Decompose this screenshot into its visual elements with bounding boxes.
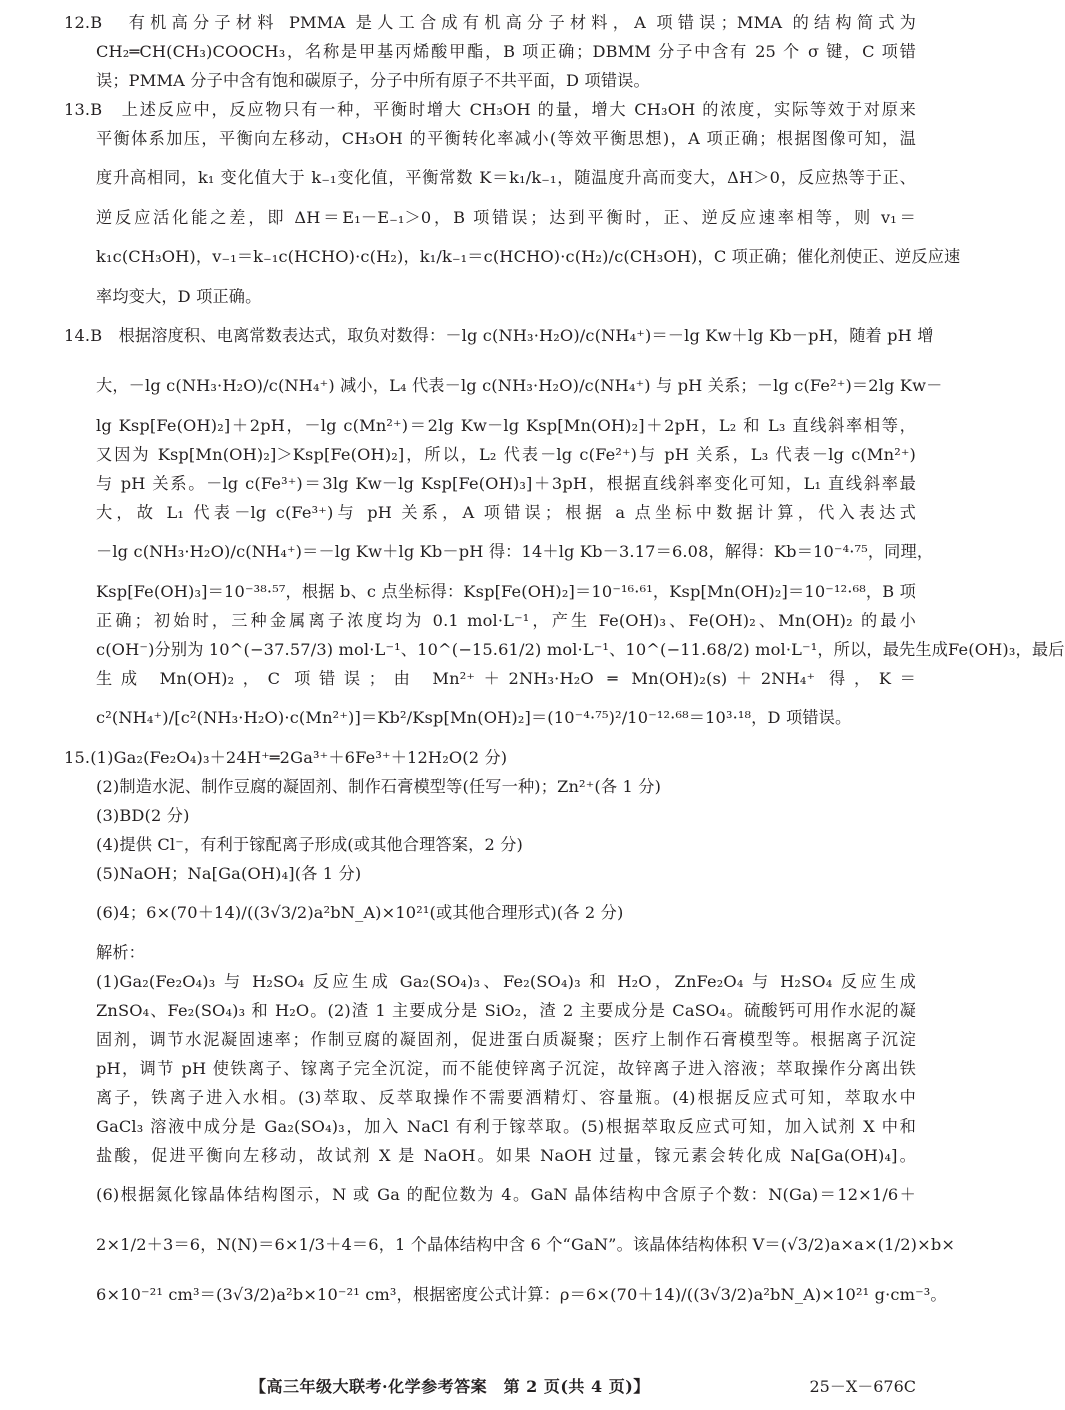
text-line: －lg c(NH₃·H₂O)/c(NH₄⁺)＝－lg Kw＋lg Kb－pH 得：14＋lg Kb－3.17＝6.08，解得：Kb＝10⁻⁴·⁷⁵，同理， — [96, 542, 934, 561]
text-line: (2)制造水泥、制作豆腐的凝固剂、制作石膏模型等(任写一种)；Zn²⁺(各 1 分) — [96, 777, 662, 796]
text-line: 大，故 L₁ 代表－lg c(Fe³⁺)与 pH 关系，A 项错误；根据 a 点坐标中数据计算，代入表达式 — [96, 503, 916, 522]
footer-title: 【高三年级大联考·化学参考答案 第 2 页(共 4 页)】 — [250, 1377, 650, 1396]
answer-page — [64, 8, 1065, 1320]
text-line: 逆反应活化能之差，即 ΔH＝E₁－E₋₁＞0，B 项错误；达到平衡时，正、逆反应速率相等，则 v₁＝ — [96, 208, 916, 227]
text-line: 2×1/2＋3＝6，N(N)＝6×1/3＋4＝6，1 个晶体结构中含 6 个“GaN”。该晶体结构体积 V＝(√3/2)a×a×(1/2)×b× — [96, 1235, 956, 1254]
text-line: c(OH⁻)分别为 10^(−37.57/3) mol·L⁻¹、10^(−15.61/2) mol·L⁻¹、10^(−11.68/2) mol·L⁻¹，所以，最先生成Fe(OH)₃，最后 — [96, 640, 1065, 659]
text-line: 生成 Mn(OH)₂，C 项错误；由 Mn²⁺＋2NH₃·H₂O ═ Mn(OH)₂(s)＋2NH₄⁺ 得，K＝ — [96, 669, 916, 688]
text-line: 离子，铁离子进入水相。(3)萃取、反萃取操作不需要酒精灯、容量瓶。(4)根据反应式可知，萃取水中 — [96, 1088, 916, 1107]
analysis-heading: 解析： — [96, 943, 146, 962]
text-line: 大，－lg c(NH₃·H₂O)/c(NH₄⁺) 减小，L₄ 代表－lg c(NH₃·H₂O)/c(NH₄⁺) 与 pH 关系；－lg c(Fe²⁺)＝2lg Kw－ — [96, 376, 943, 395]
text-line: 13.B 上述反应中，反应物只有一种，平衡时增大 CH₃OH 的量，增大 CH₃OH 的浓度，实际等效于对原来 — [64, 100, 916, 119]
text-line: 12.B 有机高分子材料 PMMA 是人工合成有机高分子材料，A 项错误；MMA 的结构简式为 — [64, 13, 916, 32]
text-line: GaCl₃ 溶液中成分是 Ga₂(SO₄)₃，加入 NaCl 有利于镓萃取。(5)根据萃取反应式可知，加入试剂 X 中和 — [96, 1117, 916, 1136]
footer-code: 25－X－676C — [809, 1377, 916, 1396]
text-line: (3)BD(2 分) — [96, 806, 190, 825]
text-line: 6×10⁻²¹ cm³＝(3√3/2)a²b×10⁻²¹ cm³，根据密度公式计算：ρ＝6×(70＋14)/((3√3/2)a²bN_A)×10²¹ g·cm⁻³。 — [96, 1285, 947, 1304]
page-footer — [0, 1374, 950, 1404]
text-line: pH，调节 pH 使铁离子、镓离子完全沉淀，而不能使锌离子沉淀，故锌离子进入溶液；萃取操作分离出铁 — [96, 1059, 916, 1078]
text-line: c²(NH₄⁺)/[c²(NH₃·H₂O)·c(Mn²⁺)]＝Kb²/Ksp[Mn(OH)₂]＝(10⁻⁴·⁷⁵)²/10⁻¹²·⁶⁸＝10³·¹⁸，D 项错误。 — [96, 708, 852, 727]
text-line: Ksp[Fe(OH)₃]＝10⁻³⁸·⁵⁷，根据 b、c 点坐标得：Ksp[Fe(OH)₂]＝10⁻¹⁶·⁶¹，Ksp[Mn(OH)₂]＝10⁻¹²·⁶⁸，B 项 — [96, 582, 916, 601]
text-line: 误；PMMA 分子中含有饱和碳原子，分子中所有原子不共平面，D 项错误。 — [96, 71, 650, 90]
text-line: (4)提供 Cl⁻，有利于镓配离子形成(或其他合理答案，2 分) — [96, 835, 523, 854]
text-line: ZnSO₄、Fe₂(SO₄)₃ 和 H₂O。(2)渣 1 主要成分是 SiO₂，渣 2 主要成分是 CaSO₄。硫酸钙可用作水泥的凝 — [96, 1001, 916, 1020]
text-line: (5)NaOH；Na[Ga(OH)₄](各 1 分) — [96, 864, 362, 883]
text-line: 平衡体系加压，平衡向左移动，CH₃OH 的平衡转化率减小(等效平衡思想)，A 项正确；根据图像可知，温 — [96, 129, 916, 148]
text-line: (6)根据氮化镓晶体结构图示，N 或 Ga 的配位数为 4。GaN 晶体结构中含原子个数：N(Ga)＝12×1/6＋ — [96, 1185, 916, 1204]
text-line: lg Ksp[Fe(OH)₂]＋2pH，－lg c(Mn²⁺)＝2lg Kw－lg Ksp[Mn(OH)₂]＋2pH，L₂ 和 L₃ 直线斜率相等， — [96, 416, 916, 435]
text-line: CH₂═CH(CH₃)COOCH₃，名称是甲基丙烯酸甲酯，B 项正确；DBMM 分子中含有 25 个 σ 键，C 项错 — [96, 42, 916, 61]
text-line: (1)Ga₂(Fe₂O₄)₃ 与 H₂SO₄ 反应生成 Ga₂(SO₄)₃、Fe₂(SO₄)₃ 和 H₂O，ZnFe₂O₄ 与 H₂SO₄ 反应生成 — [96, 972, 916, 991]
text-line: 固剂，调节水泥凝固速率；作制豆腐的凝固剂，促进蛋白质凝聚；医疗上制作石膏模型等。根据离子沉淀 — [96, 1030, 916, 1049]
text-line: 又因为 Ksp[Mn(OH)₂]＞Ksp[Fe(OH)₂]，所以，L₂ 代表－lg c(Fe²⁺)与 pH 关系，L₃ 代表－lg c(Mn²⁺) — [96, 445, 916, 464]
text-line: (6)4；6×(70＋14)/((3√3/2)a²bN_A)×10²¹(或其他合理形式)(各 2 分) — [96, 903, 624, 922]
text-line: 率均变大，D 项正确。 — [96, 287, 262, 306]
text-line: 与 pH 关系。－lg c(Fe³⁺)＝3lg Kw－lg Ksp[Fe(OH)₃]＋3pH，根据直线斜率变化可知，L₁ 直线斜率最 — [96, 474, 916, 493]
text-line: k₁c(CH₃OH)，v₋₁＝k₋₁c(HCHO)·c(H₂)，k₁/k₋₁＝c(HCHO)·c(H₂)/c(CH₃OH)，C 项正确；催化剂使正、逆反应速 — [96, 247, 961, 266]
text-line: 14.B 根据溶度积、电离常数表达式，取负对数得：－lg c(NH₃·H₂O)/c(NH₄⁺)＝－lg Kw＋lg Kb－pH，随着 pH 增 — [64, 326, 934, 345]
text-line: 正确；初始时，三种金属离子浓度均为 0.1 mol·L⁻¹，产生 Fe(OH)₃、Fe(OH)₂、Mn(OH)₂ 的最小 — [96, 611, 916, 630]
text-line: 15.(1)Ga₂(Fe₂O₄)₃＋24H⁺═2Ga³⁺＋6Fe³⁺＋12H₂O(2 分) — [64, 748, 508, 767]
text-line: 盐酸，促进平衡向左移动，故试剂 X 是 NaOH。如果 NaOH 过量，镓元素会转化成 Na[Ga(OH)₄]。 — [96, 1146, 916, 1165]
text-line: 度升高相同，k₁ 变化值大于 k₋₁变化值，平衡常数 K＝k₁/k₋₁，随温度升高而变大，ΔH＞0，反应热等于正、 — [96, 168, 916, 187]
